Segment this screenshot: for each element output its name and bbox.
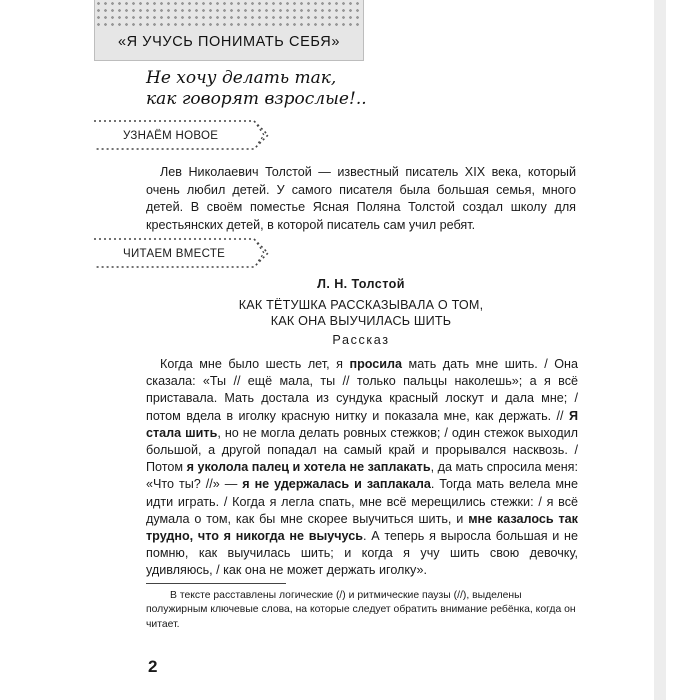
section-tab-learn-new <box>94 117 272 153</box>
section-label: ЧИТАЕМ ВМЕСТЕ <box>123 248 226 260</box>
footnote: В тексте расставлены логические (/) и ритмические паузы (//), выделены полужирным ключевые слова, на которые следует обратить внимание ребёнка, когда он читает. <box>146 590 576 630</box>
subtitle-line-2: как говорят взрослые!.. <box>146 89 367 109</box>
story-text: . Тогда мать велела мне идти играть. / Когда я легла спать, мне всё мерещились стежки: / я всё думала о том, как бы мне скорее выучиться шить, и <box>146 477 578 526</box>
handwritten-subtitle <box>146 68 367 110</box>
chapter-title: «Я УЧУСЬ ПОНИМАТЬ СЕБЯ» <box>117 34 341 50</box>
story-author: Л. Н. Толстой <box>317 277 405 291</box>
chapter-banner <box>94 0 364 61</box>
section-label: УЗНАЁМ НОВОЕ <box>123 130 219 142</box>
story-text: , да мать спросила меня: «Что ты? //» — <box>146 460 578 492</box>
story-text: мать дать мне шить. / Она сказала: «Ты // ещё мала, ты // только пальцы наколешь»; а я всё приставала. Мать достала из сундука красный лоскут и дала мне; / потом вдела в иголку красную нитку и показала мне, как держать. // <box>146 357 579 423</box>
story-text: , но не могла делать ровных стежков; / один стежок выходил большой, а другой попадал на самый край и прорывался насквозь. / Потом <box>146 425 579 475</box>
section-tab-read-together <box>94 235 272 271</box>
page-number: 2 <box>148 657 158 676</box>
keyword-bold: Я стала шить <box>146 408 578 440</box>
story-body <box>146 356 578 580</box>
keyword-bold: я уколола палец и хотела не заплакать <box>186 460 431 475</box>
subtitle-line-1: Не хочу делать так, <box>146 68 337 88</box>
keyword-bold: я не удержалась и заплакала <box>242 477 431 492</box>
story-title-line-1: КАК ТЁТУШКА РАССКАЗЫВАЛА О ТОМ, <box>238 298 484 312</box>
story-title-line-2: КАК ОНА ВЫУЧИЛАСЬ ШИТЬ <box>270 314 452 328</box>
story-text: Когда мне было шесть лет, я <box>160 357 350 371</box>
keyword-bold: просила <box>349 357 403 371</box>
story-genre: Рассказ <box>332 333 390 347</box>
intro-paragraph: Лев Николаевич Толстой — известный писатель XIX века, который очень любил детей. У самого писателя была большая семья, много детей. В своём поместье Ясная Поляна Толстой создал школу для крестьянских детей, в которой писатель сам учил ребят. <box>146 165 576 232</box>
story-text: . А теперь я выросла большая и не помню, как выучилась шить; и когда я учу шить свою девочку, удивляюсь, / как она не может держать иголку». <box>146 529 578 578</box>
footnote-divider <box>146 583 286 584</box>
dotted-pattern <box>95 0 363 28</box>
page-edge <box>654 0 666 700</box>
keyword-bold: мне казалось так трудно, что я никогда не выучусь <box>146 511 578 544</box>
story-title <box>146 297 576 329</box>
